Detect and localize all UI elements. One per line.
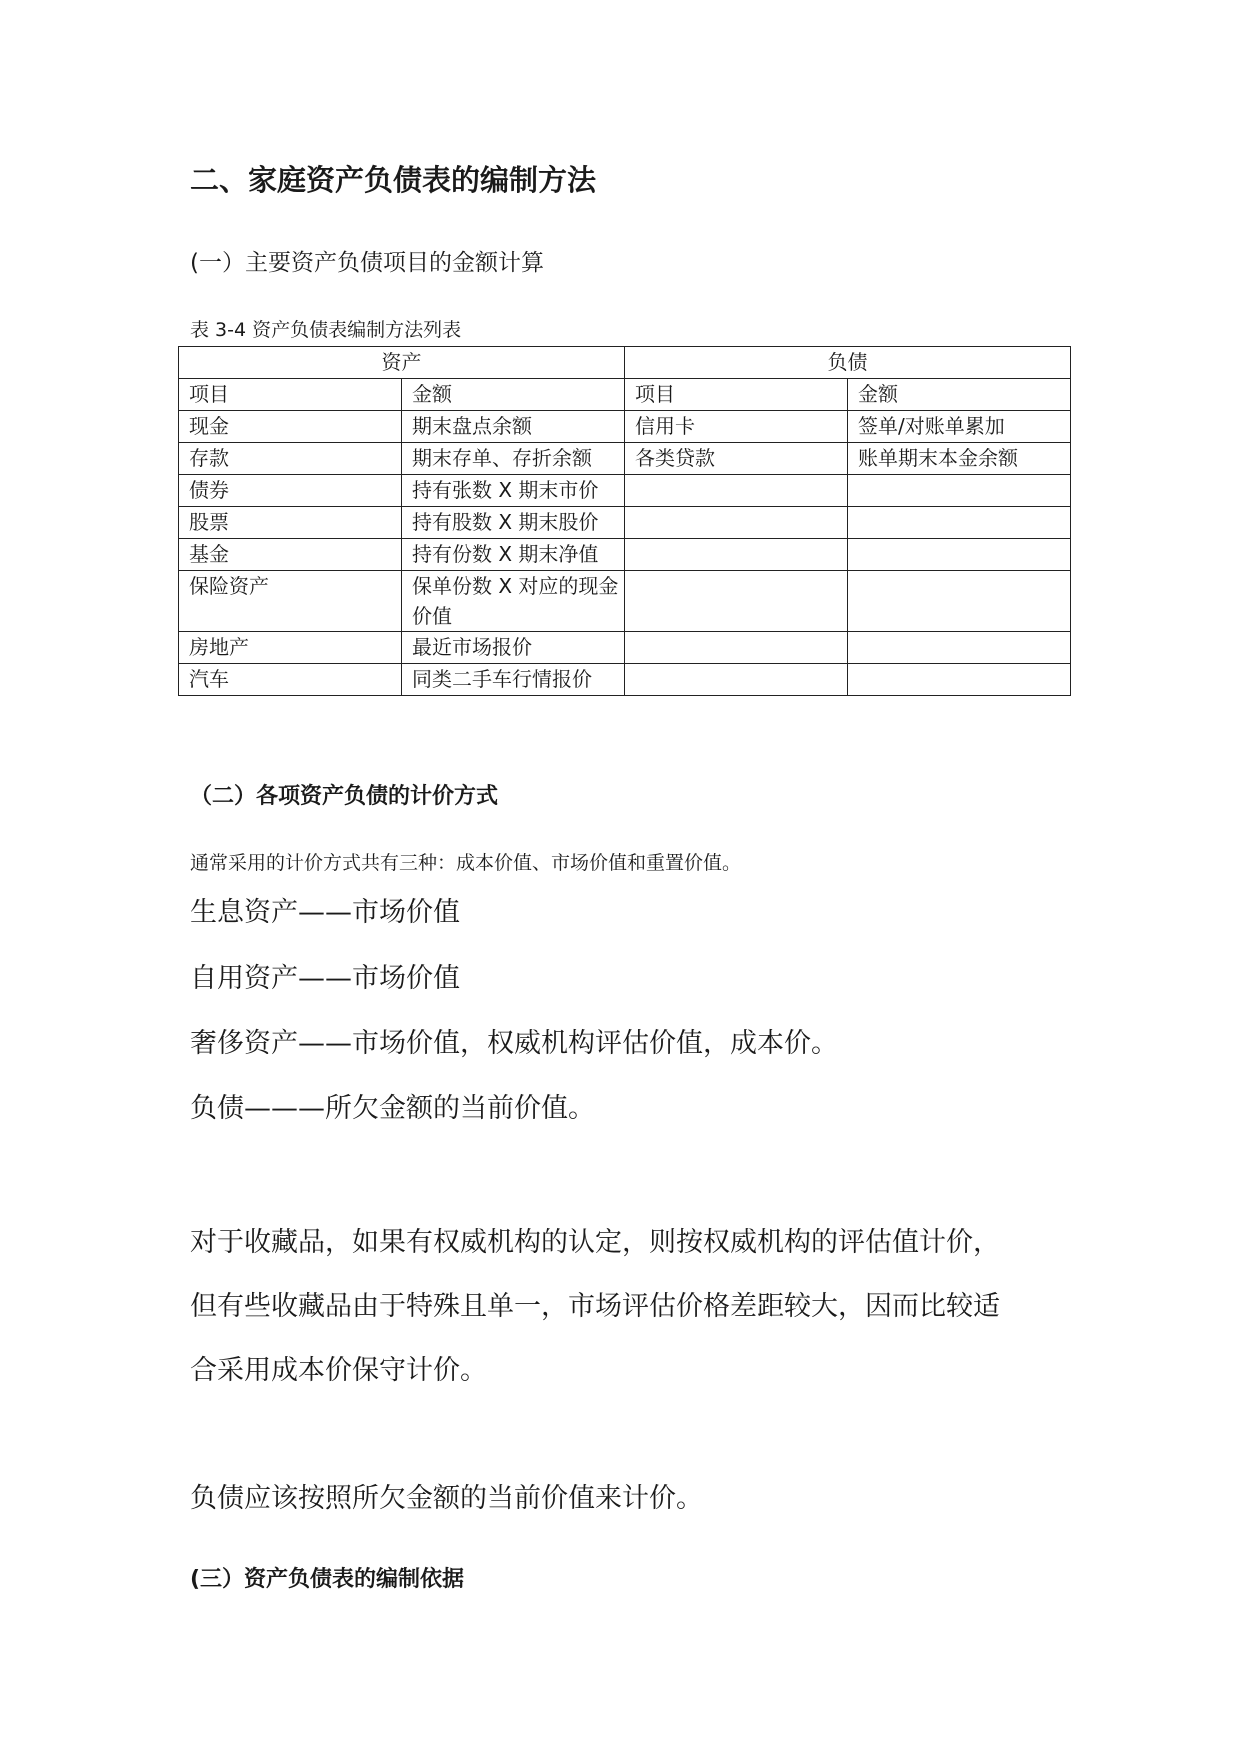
column-header-liability-amount: 金额: [848, 379, 1071, 411]
table-column-header-row: [179, 379, 1071, 411]
table-row: [179, 571, 1071, 632]
table-row: [179, 507, 1071, 539]
liability-item-cell: [625, 632, 848, 664]
liability-item-cell: [625, 664, 848, 696]
asset-item-cell: 汽车: [179, 664, 402, 696]
liability-amount-cell: 签单/对账单累加: [848, 411, 1071, 443]
section-2-title: （二）各项资产负债的计价方式: [190, 784, 499, 809]
asset-amount-cell: 保单份数 X 对应的现金价值: [402, 571, 625, 632]
asset-amount-cell: 期末盘点余额: [402, 411, 625, 443]
table-row: [179, 475, 1071, 507]
liability-item-cell: 各类贷款: [625, 443, 848, 475]
liability-item-cell: [625, 539, 848, 571]
table-row: [179, 632, 1071, 664]
asset-amount-cell: 持有股数 X 期末股价: [402, 507, 625, 539]
collectibles-paragraph-line: 合采用成本价保守计价。: [190, 1355, 487, 1386]
liability-item-cell: [625, 571, 848, 632]
liability-amount-cell: [848, 664, 1071, 696]
method-line: 生息资产——市场价值: [190, 897, 460, 928]
method-line: 奢侈资产——市场价值，权威机构评估价值，成本价。: [190, 1028, 838, 1059]
asset-amount-cell: 持有张数 X 期末市价: [402, 475, 625, 507]
collectibles-paragraph-line: 对于收藏品，如果有权威机构的认定，则按权威机构的评估值计价，: [190, 1227, 1000, 1258]
column-header-asset-item: 项目: [179, 379, 402, 411]
table-row: [179, 539, 1071, 571]
liability-amount-cell: [848, 571, 1071, 632]
liability-amount-cell: [848, 475, 1071, 507]
valuation-methods-note: 通常采用的计价方式共有三种：成本价值、市场价值和重置价值。: [190, 852, 742, 874]
page-heading: 二、家庭资产负债表的编制方法: [190, 163, 597, 197]
liability-item-cell: [625, 475, 848, 507]
method-line: 负债———所欠金额的当前价值。: [190, 1093, 595, 1124]
column-header-asset-amount: 金额: [402, 379, 625, 411]
method-line: 自用资产——市场价值: [190, 963, 460, 994]
table-row: [179, 443, 1071, 475]
asset-item-cell: 债券: [179, 475, 402, 507]
table-group-header-row: [179, 347, 1071, 379]
liability-amount-cell: [848, 539, 1071, 571]
liabilities-header: 负债: [625, 347, 1071, 379]
asset-amount-cell: 同类二手车行情报价: [402, 664, 625, 696]
asset-item-cell: 保险资产: [179, 571, 402, 632]
asset-item-cell: 基金: [179, 539, 402, 571]
liability-amount-cell: 账单期末本金余额: [848, 443, 1071, 475]
table-row: [179, 411, 1071, 443]
liability-amount-cell: [848, 632, 1071, 664]
collectibles-paragraph-line: 但有些收藏品由于特殊且单一，市场评估价格差距较大，因而比较适: [190, 1291, 1000, 1322]
asset-amount-cell: 持有份数 X 期末净值: [402, 539, 625, 571]
assets-header: 资产: [179, 347, 625, 379]
asset-item-cell: 股票: [179, 507, 402, 539]
column-header-liability-item: 项目: [625, 379, 848, 411]
asset-item-cell: 现金: [179, 411, 402, 443]
asset-item-cell: 存款: [179, 443, 402, 475]
liability-item-cell: 信用卡: [625, 411, 848, 443]
section-3-title: (三）资产负债表的编制依据: [190, 1567, 465, 1592]
liability-valuation-note: 负债应该按照所欠金额的当前价值来计价。: [190, 1483, 703, 1514]
section-1-title: (一）主要资产负债项目的金额计算: [190, 250, 544, 276]
table-caption: 表 3-4 资产负债表编制方法列表: [190, 319, 462, 341]
asset-item-cell: 房地产: [179, 632, 402, 664]
liability-item-cell: [625, 507, 848, 539]
asset-amount-cell: 期末存单、存折余额: [402, 443, 625, 475]
asset-amount-cell: 最近市场报价: [402, 632, 625, 664]
balance-sheet-method-table: [178, 346, 1071, 696]
liability-amount-cell: [848, 507, 1071, 539]
table-row: [179, 664, 1071, 696]
